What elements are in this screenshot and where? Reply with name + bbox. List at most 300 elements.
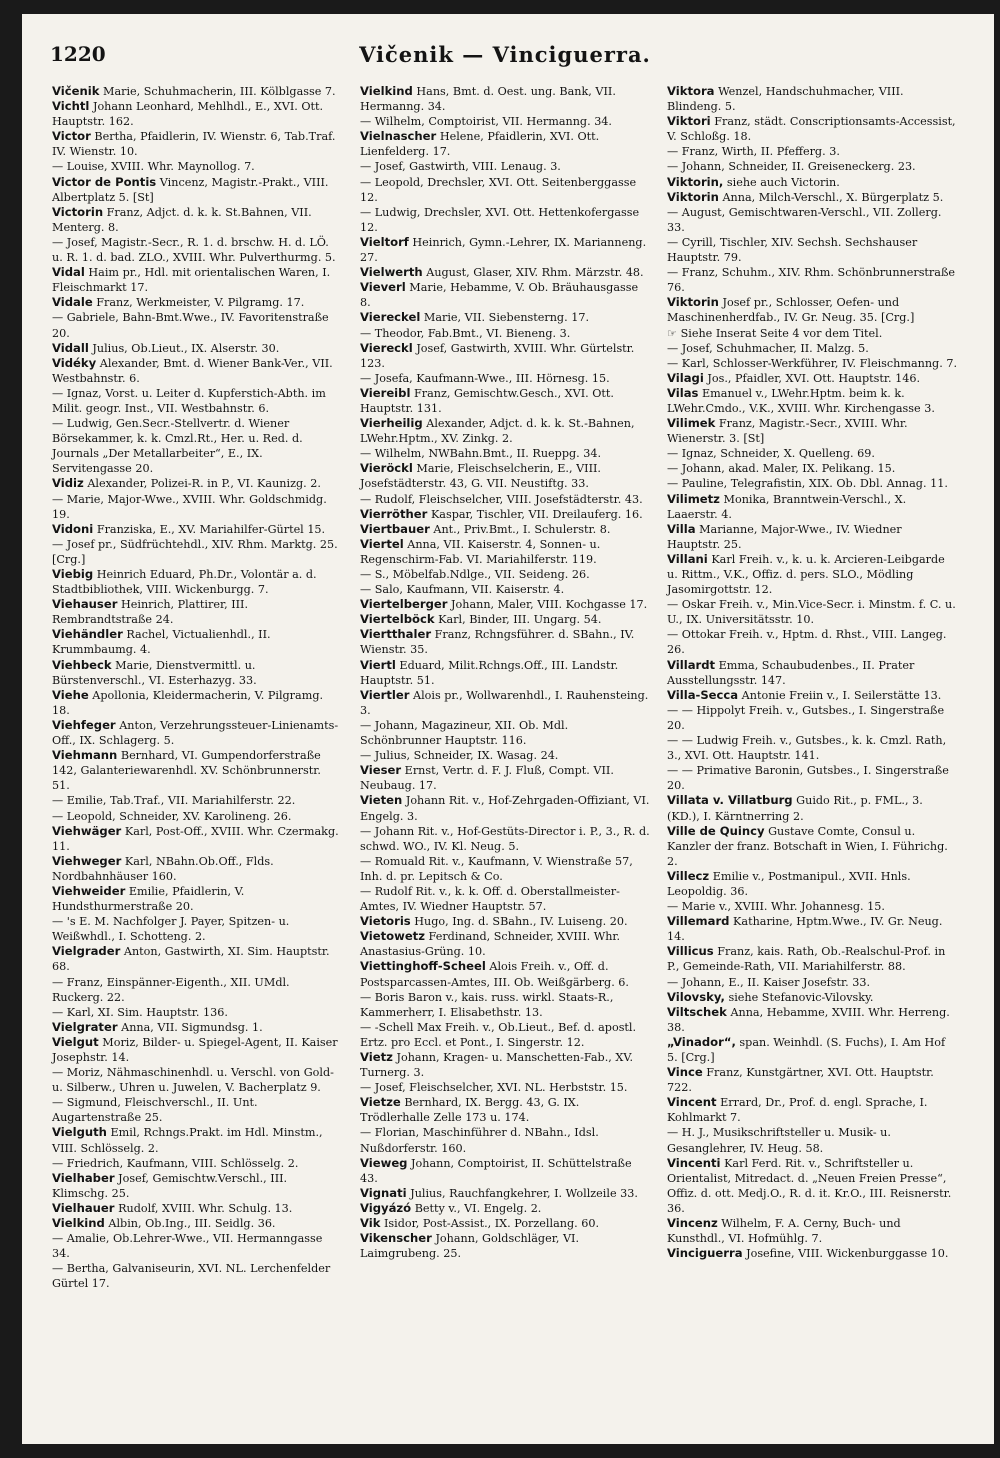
entry-surname: Villa-Secca: [667, 687, 739, 702]
entry-details: — Wilhelm, Comptoirist, VII. Hermanng. 34.: [360, 115, 612, 129]
entry-details: ☞ Siehe Inserat Seite 4 vor dem Titel.: [667, 326, 883, 340]
directory-entry: [360, 205, 650, 235]
entry-details: — Ignaz, Vorst. u. Leiter d. Kupferstich-Abth. im Milit. geogr. Inst., VII. Westbahnstr. 6.: [52, 386, 326, 415]
entry-surname: Viktorin,: [667, 174, 724, 189]
directory-entry: [667, 688, 957, 703]
directory-entry: [667, 1035, 957, 1065]
directory-entry: [667, 1095, 957, 1125]
directory-entry: [667, 265, 957, 295]
entry-details: Katharine, Hptm.Wwe., IV. Gr. Neug. 14.: [667, 915, 943, 944]
entry-details: — Josef, Gastwirth, VIII. Lenaug. 3.: [360, 160, 561, 174]
entry-details: Anton, Gastwirth, XI. Sim. Hauptstr. 68.: [52, 945, 330, 974]
entry-details: — Wilhelm, NWBahn.Bmt., II. Rueppg. 34.: [360, 447, 602, 461]
entry-surname: Vinciguerra: [667, 1246, 743, 1261]
entry-details: Apollonia, Kleidermacherin, V. Pilgramg. 18.: [52, 688, 324, 717]
entry-surname: Viehweider: [52, 883, 126, 898]
directory-entry: [52, 522, 342, 537]
entry-details: Karl Freih. v., k. u. k. Arcieren-Leibgarde u. Rittm., V.K., Offiz. d. pers. SLO., Mödling Jasomirgottstr. 12.: [667, 552, 945, 597]
directory-entry: [52, 809, 342, 824]
entry-details: Johann Rit. v., Hof-Zehrgaden-Offiziant, VI. Engelg. 3.: [360, 794, 650, 823]
entry-details: Franz, Gemischtw.Gesch., XVI. Ott. Hauptstr. 131.: [360, 386, 614, 415]
directory-entry: [667, 205, 957, 235]
entry-details: — Theodor, Fab.Bmt., VI. Bieneng. 3.: [360, 326, 571, 340]
entry-surname: Villa: [667, 521, 696, 536]
directory-entry: [52, 914, 342, 944]
entry-details: — August, Gemischtwaren-Verschl., VII. Zollerg. 33.: [667, 205, 942, 234]
directory-entry: [667, 763, 957, 793]
directory-entry: [52, 627, 342, 657]
entry-details: Antonie Freiin v., I. Seilerstätte 13.: [741, 688, 942, 702]
entry-surname: Vidéky: [52, 355, 97, 370]
directory-entry: [52, 175, 342, 205]
entry-details: Johann, Kragen- u. Manschetten-Fab., XV. Turnerg. 3.: [360, 1051, 634, 1080]
entry-surname: Vietz: [360, 1050, 393, 1064]
directory-entry: [667, 295, 957, 325]
directory-entry: [667, 1246, 957, 1261]
directory-entry: [52, 386, 342, 416]
column-1: [52, 84, 342, 1292]
entry-details: — Rudolf, Fleischselcher, VIII. Josefstädterstr. 43.: [360, 492, 643, 506]
directory-entry: [360, 341, 650, 371]
directory-entry: [667, 175, 957, 190]
directory-entry: [360, 793, 650, 823]
directory-entry: [667, 159, 957, 174]
entry-surname: „Vinador“,: [667, 1034, 736, 1049]
entry-details: — Ludwig, Drechsler, XVI. Ott. Hettenkofergasse 12.: [360, 205, 640, 234]
directory-entry: [360, 718, 650, 748]
entry-details: Heinrich, Gymn.-Lehrer, IX. Marianneng. 27.: [360, 235, 647, 265]
directory-entry: [667, 356, 957, 371]
entry-details: Johann, Goldschläger, VI. Laimgrubeng. 25.: [360, 1232, 579, 1261]
entry-details: — -Schell Max Freih. v., Ob.Lieut., Bef. d. apostl. Ertz. pro Eccl. et Pont., I. Singerstr. 12.: [360, 1020, 637, 1049]
entry-surname: Vieröckl: [360, 461, 413, 476]
entry-surname: Viktora: [667, 84, 715, 98]
entry-details: — Franz, Wirth, II. Pfefferg. 3.: [667, 145, 840, 159]
directory-entry: [360, 326, 650, 341]
entry-surname: Viktorin: [667, 189, 719, 204]
entry-details: Ferdinand, Schneider, XVIII. Whr. Anastasius-Grüng. 10.: [360, 930, 621, 959]
directory-entry: [52, 658, 342, 688]
entry-details: Eduard, Milit.Rchngs.Off., III. Landstr. Hauptstr. 51.: [360, 658, 619, 687]
entry-details: Emilie, Pfaidlerin, V. Hundsthurmerstraße 20.: [52, 884, 245, 914]
directory-entry: [667, 386, 957, 416]
directory-entry: [52, 597, 342, 627]
directory-entry: [667, 552, 957, 597]
entry-surname: Vigyázó: [360, 1200, 412, 1215]
directory-entry: [52, 416, 342, 476]
column-2: [360, 84, 650, 1261]
entry-details: — H. J., Musikschriftsteller u. Musik- u. Gesanglehrer, IV. Heug. 58.: [667, 1126, 891, 1155]
directory-entry: [360, 84, 650, 114]
entry-details: Marie, Dienstvermittl. u. Bürstenverschl., VI. Esterhazyg. 33.: [52, 658, 257, 687]
entry-details: — Julius, Schneider, IX. Wasag. 24.: [360, 749, 559, 763]
entry-details: Marie, Hebamme, V. Ob. Bräuhausgasse 8.: [360, 281, 639, 310]
entry-details: Karl, NBahn.Ob.Off., Flds. Nordbahnhäuser 160.: [52, 854, 274, 883]
entry-surname: Vignati: [360, 1185, 407, 1200]
entry-details: — Salo, Kaufmann, VII. Kaiserstr. 4.: [360, 583, 565, 597]
page-header: [50, 42, 960, 82]
directory-entry: [667, 326, 957, 341]
entry-details: — Leopold, Drechsler, XVI. Ott. Seitenberggasse 12.: [360, 175, 637, 204]
entry-details: Alois pr., Wollwarenhdl., I. Rauhensteing. 3.: [360, 688, 649, 717]
entry-surname: Vilovsky,: [667, 989, 725, 1004]
entry-surname: Vidale: [52, 295, 93, 310]
entry-surname: Viertel: [360, 536, 404, 551]
directory-entry: [52, 567, 342, 597]
entry-details: Wilhelm, F. A. Cerny, Buch- und Kunsthdl., VI. Hofmühlg. 7.: [667, 1217, 901, 1246]
directory-entry: [667, 869, 957, 899]
entry-details: Hugo, Ing. d. SBahn., IV. Luiseng. 20.: [414, 915, 628, 929]
entry-details: Franz, Rchngsführer. d. SBahn., IV. Wienstr. 35.: [360, 628, 635, 657]
directory-entry: [360, 1216, 650, 1231]
directory-entry: [667, 990, 957, 1005]
entry-details: — Ignaz, Schneider, X. Quelleng. 69.: [667, 447, 875, 461]
directory-entry: [360, 280, 650, 310]
entry-details: Franz, Werkmeister, V. Pilgramg. 17.: [96, 296, 305, 310]
entry-details: Isidor, Post-Assist., IX. Porzellang. 60.: [384, 1217, 600, 1231]
entry-details: Franz, Kunstgärtner, XVI. Ott. Hauptstr. 722.: [667, 1066, 934, 1095]
directory-entry: [52, 1216, 342, 1231]
entry-details: Errard, Dr., Prof. d. engl. Sprache, I. Kohlmarkt 7.: [667, 1096, 928, 1125]
entry-details: — Boris Baron v., kais. russ. wirkl. Staats-R., Kammerherr, I. Elisabethstr. 13.: [360, 990, 614, 1019]
entry-details: Anna, Milch-Verschl., X. Bürgerplatz 5.: [722, 190, 944, 204]
entry-surname: Vincent: [667, 1095, 717, 1110]
entry-details: Bernhard, IX. Bergg. 43, G. IX. Trödlerhalle Zelle 173 u. 174.: [360, 1096, 580, 1125]
entry-surname: Viehweger: [52, 853, 122, 868]
directory-entry: [667, 114, 957, 144]
directory-entry: [52, 99, 342, 129]
directory-entry: [360, 159, 650, 174]
directory-entry: [360, 1125, 650, 1155]
directory-entry: [52, 476, 342, 491]
entry-surname: Vieser: [360, 763, 402, 778]
entry-details: — Cyrill, Tischler, XIV. Sechsh. Sechshauser Hauptstr. 79.: [667, 235, 918, 265]
directory-entry: [360, 688, 650, 718]
directory-entry: [667, 190, 957, 205]
directory-entry: [360, 492, 650, 507]
entry-details: — — Hippolyt Freih. v., Gutsbes., I. Singerstraße 20.: [667, 703, 945, 732]
entry-surname: Vielkind: [52, 1216, 105, 1231]
entry-surname: Vielgrater: [52, 1019, 118, 1034]
directory-entry: [667, 1216, 957, 1246]
entry-surname: Vieweg: [360, 1155, 408, 1170]
entry-details: Julius, Ob.Lieut., IX. Alserstr. 30.: [92, 341, 280, 355]
entry-surname: Vielhauer: [52, 1200, 115, 1215]
entry-surname: Viehauser: [52, 597, 118, 612]
entry-surname: Vidal: [52, 265, 85, 280]
directory-entry: [667, 597, 957, 627]
directory-entry: [360, 627, 650, 657]
directory-entry: [52, 884, 342, 914]
entry-details: Haim pr., Hdl. mit orientalischen Waren, I. Fleischmarkt 17.: [52, 266, 331, 295]
entry-surname: Villardt: [667, 657, 716, 672]
entry-details: Heinrich, Plattirer, III. Rembrandtstraße 24.: [52, 598, 249, 627]
entry-details: Anna, VII. Kaiserstr. 4, Sonnen- u. Regenschirm-Fab. VI. Mariahilferstr. 119.: [360, 537, 601, 566]
directory-entry: [360, 582, 650, 597]
directory-entry: [360, 567, 650, 582]
directory-entry: [52, 356, 342, 386]
entry-details: Alexander, Bmt. d. Wiener Bank-Ver., VII. Westbahnstr. 6.: [52, 356, 333, 385]
directory-entry: [667, 733, 957, 763]
entry-details: Josef pr., Schlosser, Oefen- und Maschinenherdfab., IV. Gr. Neug. 35. [Crg.]: [667, 296, 915, 325]
entry-details: Johann Leonhard, Mehlhdl., E., XVI. Ott. Hauptstr. 162.: [52, 100, 324, 129]
entry-details: Josef, Gemischtw.Verschl., III. Klimschg. 25.: [52, 1171, 288, 1200]
directory-entry: [360, 1186, 650, 1201]
entry-details: — Josef pr., Südfrüchtehdl., XIV. Rhm. Marktg. 25. [Crg.]: [52, 537, 338, 566]
entry-details: Franziska, E., XV. Mariahilfer-Gürtel 15.: [96, 522, 326, 536]
entry-details: — Gabriele, Bahn-Bmt.Wwe., IV. Favoritenstraße 20.: [52, 311, 329, 340]
entry-surname: Vilimetz: [667, 491, 720, 506]
entry-details: Alois Freih. v., Off. d. Postsparcassen-Amtes, III. Ob. Weißgärberg. 6.: [360, 960, 629, 989]
entry-surname: Viereckel: [360, 310, 421, 325]
entry-details: Marie, VII. Siebensterng. 17.: [423, 311, 590, 325]
directory-entry: [52, 688, 342, 718]
entry-surname: Vielwerth: [360, 265, 423, 280]
directory-entry: [52, 310, 342, 340]
entry-details: Franz, städt. Conscriptionsamts-Accessist, V. Schloßg. 18.: [667, 115, 956, 144]
entry-surname: Viereibl: [360, 385, 411, 400]
directory-entry: [52, 537, 342, 567]
entry-details: Emilie v., Postmanipul., XVII. Hnls. Leopoldig. 36.: [667, 869, 911, 898]
directory-entry: [360, 522, 650, 537]
entry-surname: Villani: [667, 551, 708, 566]
entry-details: Ernst, Vertr. d. F. J. Fluß, Compt. VII. Neubaug. 17.: [360, 764, 614, 793]
directory-entry: [52, 159, 342, 174]
entry-details: — Moriz, Nähmaschinenhdl. u. Verschl. von Gold- u. Silberw., Uhren u. Juwelen, V. Bacherplatz 9.: [52, 1066, 334, 1095]
entry-surname: Viertelberger: [360, 597, 448, 612]
entry-surname: Vielgrader: [52, 944, 121, 959]
directory-entry: [360, 175, 650, 205]
directory-entry: [52, 1231, 342, 1261]
directory-entry: [667, 522, 957, 552]
entry-details: — Johann, Magazineur, XII. Ob. Mdl. Schönbrunner Hauptstr. 116.: [360, 718, 569, 748]
entry-surname: Viehändler: [52, 627, 123, 642]
directory-entry: [52, 748, 342, 793]
entry-details: — Ottokar Freih. v., Hptm. d. Rhst., VIII. Langeg. 26.: [667, 628, 947, 657]
entry-details: — Louise, XVIII. Whr. Maynollog. 7.: [52, 160, 255, 174]
column-3: [667, 84, 957, 1261]
entry-details: Franz, kais. Rath, Ob.-Realschul-Prof. in P., Gemeinde-Rath, VII. Mariahilferstr. 88.: [667, 945, 946, 974]
directory-entry: [360, 386, 650, 416]
entry-details: — Florian, Maschinführer d. NBahn., Idsl. Nußdorferstr. 160.: [360, 1126, 599, 1155]
directory-entry: [667, 235, 957, 265]
entry-surname: Viktori: [667, 114, 711, 129]
entry-details: — Friedrich, Kaufmann, VIII. Schlösselg. 2.: [52, 1156, 299, 1170]
directory-entry: [52, 341, 342, 356]
entry-details: Bertha, Pfaidlerin, IV. Wienstr. 6, Tab.Traf. IV. Wienstr. 10.: [52, 130, 336, 159]
entry-surname: Vičenik: [52, 84, 100, 98]
entry-details: Ant., Priv.Bmt., I. Schulerstr. 8.: [433, 522, 611, 536]
directory-entry: [52, 265, 342, 295]
entry-details: — S., Möbelfab.Ndlge., VII. Seideng. 26.: [360, 568, 590, 581]
directory-entry: [52, 1095, 342, 1125]
directory-entry: [360, 265, 650, 280]
directory-entry: [360, 1080, 650, 1095]
directory-entry: [360, 416, 650, 446]
entry-surname: Vidiz: [52, 476, 84, 491]
directory-entry: [667, 658, 957, 688]
entry-surname: Villecz: [667, 868, 710, 883]
directory-entry: [52, 1261, 342, 1291]
entry-details: — Rudolf Rit. v., k. k. Off. d. Oberstallmeister-Amtes, IV. Wiedner Hauptstr. 57.: [360, 884, 620, 914]
directory-entry: [667, 371, 957, 386]
entry-details: siehe auch Victorin.: [726, 175, 840, 189]
entry-details: Alexander, Adjct. d. k. k. St.-Bahnen, LWehr.Hptm., XV. Zinkg. 2.: [360, 417, 635, 446]
directory-entry: [52, 854, 342, 884]
directory-entry: [52, 944, 342, 974]
entry-surname: Vielgut: [52, 1034, 99, 1049]
page-number: 1220: [50, 42, 106, 66]
directory-entry: [667, 824, 957, 869]
entry-details: August, Glaser, XIV. Rhm. Märzstr. 48.: [426, 266, 644, 280]
directory-entry: [360, 446, 650, 461]
directory-entry: [360, 612, 650, 627]
entry-surname: Vichtl: [52, 99, 90, 114]
directory-entry: [667, 1005, 957, 1035]
entry-details: — Marie, Major-Wwe., XVIII. Whr. Goldschmidg. 19.: [52, 492, 327, 521]
entry-surname: Viehfeger: [52, 717, 116, 732]
entry-surname: Vincenti: [667, 1155, 721, 1170]
entry-details: Josef, Gastwirth, XVIII. Whr. Gürtelstr. 123.: [360, 341, 635, 370]
entry-details: Moriz, Bilder- u. Spiegel-Agent, II. Kaiser Josephstr. 14.: [52, 1035, 338, 1064]
entry-surname: Vincenz: [667, 1216, 718, 1231]
entry-surname: Vilimek: [667, 416, 716, 431]
directory-entry: [667, 627, 957, 657]
entry-details: — Johann, Schneider, II. Greiseneckerg. 23.: [667, 160, 916, 174]
entry-details: — Franz, Einspänner-Eigenth., XII. UMdl. Ruckerg. 22.: [52, 975, 290, 1004]
entry-details: Monika, Branntwein-Verschl., X. Laaerstr. 4.: [667, 492, 907, 521]
directory-entry: [360, 461, 650, 491]
entry-details: — Romuald Rit. v., Kaufmann, V. Wienstraße 57, Inh. d. pr. Lepitsch & Co.: [360, 854, 633, 883]
directory-entry: [360, 1201, 650, 1216]
entry-details: — 's E. M. Nachfolger J. Payer, Spitzen- u. Weißwhdl., I. Schotteng. 2.: [52, 915, 290, 944]
entry-details: Rudolf, XVIII. Whr. Schulg. 13.: [118, 1201, 293, 1215]
directory-entry: [667, 446, 957, 461]
entry-details: Emanuel v., LWehr.Hptm. beim k. k. LWehr.Cmdo., V.K., XVIII. Whr. Kirchengasse 3.: [667, 386, 935, 415]
entry-details: Johann, Maler, VIII. Kochgasse 17.: [451, 598, 648, 612]
entry-surname: Vietze: [360, 1095, 401, 1110]
entry-surname: Vieverl: [360, 280, 406, 295]
entry-details: Jos., Pfaidler, XVI. Ott. Hauptstr. 146.: [707, 371, 921, 385]
entry-details: Heinrich Eduard, Ph.Dr., Volontär a. d. Stadtbibliothek, VIII. Wickenburgg. 7.: [52, 568, 317, 597]
entry-details: — Bertha, Galvaniseurin, XVI. NL. Lerchenfelder Gürtel 17.: [52, 1262, 331, 1291]
entry-details: Kaspar, Tischler, VII. Dreilauferg. 16.: [430, 507, 643, 521]
directory-entry: [52, 1156, 342, 1171]
entry-details: Karl, Post-Off., XVIII. Whr. Czermakg. 11.: [52, 824, 339, 853]
entry-details: — Ludwig, Gen.Secr.-Stellvertr. d. Wiener Börsekammer, k. k. Cmzl.Rt., Her. u. Red. d. Journals „Der Metallarbeiter“, E., IX. Servitengasse 20.: [52, 417, 303, 476]
directory-entry: [360, 824, 650, 854]
directory-entry: [52, 1125, 342, 1155]
entry-details: Betty v., VI. Engelg. 2.: [414, 1201, 542, 1215]
entry-surname: Viltschek: [667, 1004, 727, 1019]
entry-surname: Vietowetz: [360, 929, 425, 944]
entry-details: — Amalie, Ob.Lehrer-Wwe., VII. Hermanngasse 34.: [52, 1232, 323, 1261]
entry-details: Wenzel, Handschuhmacher, VIII. Blindeng. 5.: [667, 85, 904, 114]
directory-entry: [360, 990, 650, 1020]
entry-details: — Josef, Schuhmacher, II. Malzg. 5.: [667, 341, 869, 355]
directory-entry: [360, 597, 650, 612]
directory-entry: [52, 295, 342, 310]
directory-entry: [667, 84, 957, 114]
entry-details: — Pauline, Telegrafistin, XIX. Ob. Dbl. Annag. 11.: [667, 477, 948, 491]
entry-surname: Vieltorf: [360, 234, 409, 249]
entry-surname: Viehbeck: [52, 657, 112, 672]
entry-surname: Vidall: [52, 340, 89, 355]
directory-entry: [52, 975, 342, 1005]
entry-surname: Victorin: [52, 204, 104, 219]
entry-surname: Viertthaler: [360, 627, 432, 642]
entry-surname: Villata v. Villatburg: [667, 793, 793, 808]
entry-details: Alexander, Polizei-R. in P., VI. Kaunizg. 2.: [87, 477, 321, 491]
entry-details: Albin, Ob.Ing., III. Seidlg. 36.: [108, 1217, 276, 1231]
entry-surname: Vilas: [667, 385, 699, 400]
directory-entry: [360, 1156, 650, 1186]
entry-details: Guido Rit., p. FML., 3. (KD.), I. Kärntnerring 2.: [667, 794, 923, 823]
directory-entry: [667, 1065, 957, 1095]
directory-entry: [667, 703, 957, 733]
directory-entry: [360, 748, 650, 763]
entry-surname: Viertelböck: [360, 612, 435, 627]
entry-details: Gustave Comte, Consul u. Kanzler der franz. Botschaft in Wien, I. Führichg. 2.: [667, 824, 948, 868]
entry-surname: Vierröther: [360, 506, 428, 521]
entry-details: — Oskar Freih. v., Min.Vice-Secr. i. Minstm. f. C. u. U., IX. Universitätsstr. 10.: [667, 598, 956, 627]
entry-details: — Franz, Schuhm., XIV. Rhm. Schönbrunnerstraße 76.: [667, 266, 956, 295]
directory-entry: [52, 1065, 342, 1095]
directory-entry: [52, 84, 342, 99]
entry-details: Rachel, Victualienhdl., II. Krummbaumg. 4.: [52, 628, 271, 657]
entry-surname: Viehe: [52, 687, 89, 702]
directory-entry: [667, 793, 957, 823]
entry-details: Franz, Magistr.-Secr., XVIII. Whr. Wienerstr. 3. [St]: [667, 417, 908, 446]
entry-surname: Vielnascher: [360, 129, 437, 144]
directory-entry: [52, 793, 342, 808]
entry-surname: Villemard: [667, 914, 730, 929]
entry-details: — — Primative Baronin, Gutsbes., I. Singerstraße 20.: [667, 764, 949, 793]
entry-details: Bernhard, VI. Gumpendorferstraße 142, Galanteriewarenhdl. XV. Schönbrunnerstr. 51.: [52, 749, 321, 793]
entry-surname: Viertl: [360, 657, 396, 672]
directory-entry: [52, 1171, 342, 1201]
entry-details: Emil, Rchngs.Prakt. im Hdl. Minstm., VIII. Schlösselg. 2.: [52, 1126, 323, 1155]
directory-entry: [360, 310, 650, 325]
directory-entry: [360, 1231, 650, 1261]
entry-details: Helene, Pfaidlerin, XVI. Ott. Lienfelderg. 17.: [360, 130, 600, 159]
entry-details: span. Weinhdl. (S. Fuchs), I. Am Hof 5. [Crg.]: [667, 1035, 946, 1064]
entry-details: Vincenz, Magistr.-Prakt., VIII. Albertplatz 5. [St]: [52, 175, 329, 204]
entry-surname: Vielguth: [52, 1125, 107, 1140]
entry-surname: Villicus: [667, 944, 714, 959]
entry-surname: Vilagi: [667, 370, 704, 385]
entry-details: Johann, Comptoirist, II. Schüttelstraße 43.: [360, 1156, 632, 1185]
directory-entry: [360, 658, 650, 688]
directory-entry: [667, 1156, 957, 1216]
entry-details: — Marie v., XVIII. Whr. Johannesg. 15.: [667, 900, 885, 914]
directory-entry: [667, 944, 957, 974]
entry-details: siehe Stefanovic-Vilovsky.: [728, 990, 874, 1004]
directory-entry: [667, 899, 957, 914]
directory-entry: [52, 1020, 342, 1035]
entry-surname: Vielkind: [360, 84, 413, 98]
entry-details: — Johann, E., II. Kaiser Josefstr. 33.: [667, 975, 871, 989]
entry-surname: Viebig: [52, 567, 94, 581]
entry-surname: Vierheilig: [360, 416, 423, 431]
directory-entry: [360, 129, 650, 159]
directory-entry: [667, 461, 957, 476]
directory-entry: [52, 824, 342, 854]
entry-details: — Josef, Magistr.-Secr., R. 1. d. brschw. H. d. LÖ. u. R. 1. d. bad. ZLO., XVIII. Whr. Pulverthurmg. 5.: [52, 235, 336, 265]
entry-details: — Leopold, Schneider, XV. Karolineng. 26.: [52, 809, 292, 823]
directory-entry: [667, 476, 957, 491]
entry-details: Anna, VII. Sigmundsg. 1.: [121, 1020, 263, 1034]
